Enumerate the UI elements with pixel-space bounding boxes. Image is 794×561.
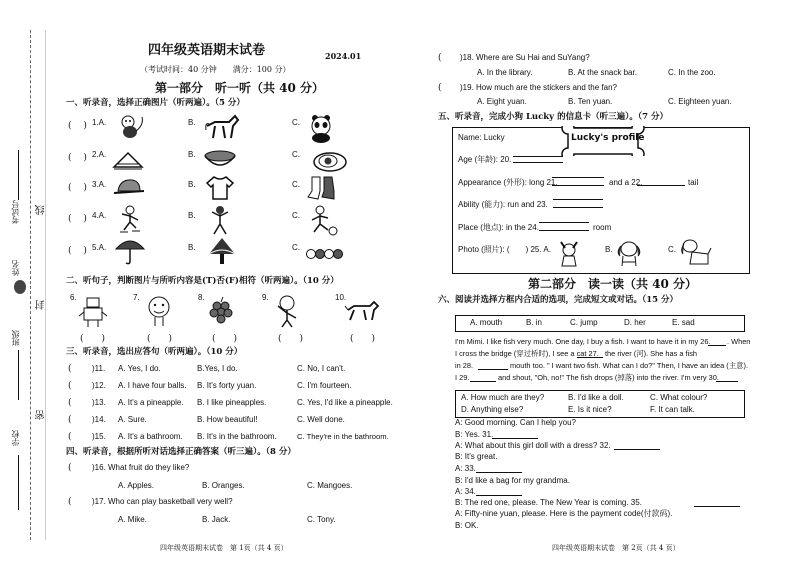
dialog-line: B: Yes. 31. — [455, 430, 494, 439]
blank-24[interactable] — [539, 230, 589, 231]
option-c: C. No, I can't. — [297, 364, 346, 373]
answer-paren[interactable]: ( ) — [80, 334, 106, 344]
profile-room: room — [593, 223, 612, 232]
boy-face-icon — [145, 295, 173, 327]
option-b: B. — [188, 180, 196, 189]
option-b: B. Oranges. — [202, 481, 245, 490]
q-num: )11. — [92, 364, 106, 373]
q-num: )13. — [92, 398, 106, 407]
tree-icon — [205, 236, 239, 266]
option-c: C. — [292, 150, 300, 159]
answer-paren[interactable]: ( — [438, 83, 442, 93]
passage-line: I cross the bridge (穿过桥时), I see a cat 27. — [455, 349, 599, 358]
profile-name: Name: Lucky — [458, 133, 505, 142]
section3-heading: 三、听录音，选出应答句（听两遍）。（10 分） — [66, 347, 243, 357]
word-option: C. jump — [570, 318, 598, 327]
class-field[interactable] — [18, 350, 19, 400]
answer-paren[interactable]: ( — [438, 53, 442, 63]
dialog-option: F. It can talk. — [650, 405, 695, 414]
answer-paren[interactable]: ( — [68, 364, 72, 374]
blank-21-line2[interactable] — [552, 177, 604, 178]
passage-line: I 29. — [455, 373, 470, 382]
climbing-boy-icon — [206, 204, 236, 236]
q-num: 10. — [335, 293, 347, 302]
photo-option-c: C. — [668, 245, 676, 254]
option-a: A. It's a bathroom. — [118, 432, 183, 441]
option-c: C. I'm fourteen. — [297, 381, 352, 390]
answer-paren[interactable]: ( — [68, 381, 72, 391]
blank-27[interactable] — [577, 357, 603, 358]
horse-icon — [203, 112, 241, 142]
blank-20[interactable] — [513, 162, 563, 163]
question-16: )16. What fruit do they like? — [92, 463, 190, 472]
school-label: 学校 — [11, 430, 20, 446]
chocolates-icon — [304, 242, 344, 264]
dialog-line: B: I'd like a bag for my grandma. — [455, 476, 570, 485]
blank-22[interactable] — [637, 185, 685, 186]
option-b: B. Ten yuan. — [568, 97, 613, 106]
socks-icon — [306, 175, 338, 201]
question-19: )19. How much are the stickers and the fan? — [460, 83, 617, 92]
passage-line: . When — [727, 337, 751, 346]
blank-23-line2[interactable] — [553, 199, 603, 200]
blank-31[interactable] — [492, 438, 538, 439]
word-option: D. her — [624, 318, 646, 327]
dialog-option: D. Anything else? — [461, 405, 524, 414]
seal-char: 密 — [36, 410, 47, 420]
answer-paren[interactable]: ( ) — [68, 153, 87, 163]
q-num: )12. — [92, 381, 106, 390]
blank-35[interactable] — [694, 506, 740, 507]
binding-line-inner — [45, 30, 46, 540]
option-b: B. I like pineapples. — [197, 398, 267, 407]
seal-char: 封 — [36, 300, 47, 310]
option-c: C. In the zoo. — [668, 68, 716, 77]
q-num: 7. — [133, 293, 140, 302]
dialog-line: B: OK. — [455, 521, 479, 530]
blank-28[interactable] — [478, 369, 508, 370]
option-b: B. — [188, 243, 196, 252]
answer-paren[interactable]: ( — [68, 415, 72, 425]
option-a: A. Yes, I do. — [118, 364, 161, 373]
profile-age: Age (年龄): 20. — [458, 155, 512, 164]
dialog-option: B. I'd like a doll. — [568, 393, 624, 402]
blank-24-line2[interactable] — [539, 222, 589, 223]
option-a: A. Mike. — [118, 515, 147, 524]
option-c: C. — [292, 211, 300, 220]
option-c: C. — [292, 243, 300, 252]
passage-line: and shout, "Oh, no!" The fish drops (掉落) into the river. I'm very 30. — [498, 373, 719, 382]
passage-line: mouth too. " I want two fish. What can I do?" Then, I have an idea (主意). — [510, 361, 749, 370]
profile-title: Lucky's profile — [571, 133, 645, 143]
blank-23[interactable] — [553, 207, 603, 208]
answer-paren[interactable]: ( — [68, 497, 72, 507]
binding-mark — [14, 280, 26, 294]
q-num: )15. — [92, 432, 106, 441]
umbrella-icon — [114, 237, 146, 267]
q-num: 4.A. — [92, 211, 107, 220]
puppy-sitting-icon — [556, 238, 582, 268]
option-c: C. Tony. — [307, 515, 336, 524]
passage-line: I'm Mimi. I like fish very much. One day, I buy a fish. I want to have it in my 26. — [455, 337, 711, 346]
grapes-icon — [208, 296, 236, 328]
answer-paren[interactable]: ( ) — [147, 334, 173, 344]
exam-info: （考试时间：40 分钟 满分：100 分） — [140, 65, 291, 74]
section1-heading: 一、听录音，选择正确图片（听两遍）。（5 分） — [66, 98, 245, 108]
exam-number-label: 考试号 — [11, 200, 20, 224]
q-num: )14. — [92, 415, 106, 424]
option-a: A. Eight yuan. — [477, 97, 527, 106]
word-option: E. sad — [672, 318, 695, 327]
skating-girl-icon — [114, 204, 146, 234]
option-c: C. Eighteen yuan. — [668, 97, 732, 106]
option-c: C. — [292, 118, 300, 127]
answer-paren[interactable]: ( ) — [68, 121, 87, 131]
sandwich-icon — [112, 149, 146, 171]
option-c: C. Well done. — [297, 415, 345, 424]
answer-paren[interactable]: ( ) — [68, 183, 87, 193]
option-b: B. Jack. — [202, 515, 231, 524]
profile-ability: Ability (能力): run and 23. — [458, 200, 548, 209]
question-17: )17. Who can play basketball very well? — [92, 497, 233, 506]
question-18: )18. Where are Su Hai and SuYang? — [460, 53, 590, 62]
profile-tail: tail — [688, 178, 699, 187]
robot-icon — [78, 296, 108, 328]
dialog-option: E. Is it nice? — [568, 405, 612, 414]
profile-and22: and a 22. — [609, 178, 643, 187]
monkey-icon — [114, 113, 148, 141]
answer-paren[interactable]: ( ) — [68, 214, 87, 224]
option-a: A. Sure. — [118, 415, 147, 424]
blank-29[interactable] — [470, 381, 496, 382]
option-c: C. They're in the bathroom. — [297, 432, 389, 441]
section5-heading: 五、听录音，完成小狗 Lucky 的信息卡（听三遍）。（7 分） — [438, 112, 668, 122]
name-label: 姓名 — [11, 260, 20, 276]
blank-30[interactable] — [716, 381, 738, 382]
seal-char: 线 — [36, 205, 47, 215]
class-label: 班级 — [11, 330, 20, 346]
dialog-line: A: What about this girl doll with a dress? 32. — [455, 441, 611, 450]
blank-21[interactable] — [552, 185, 604, 186]
option-c: C. Yes, I'd like a pineapple. — [297, 398, 393, 407]
q-num: 5.A. — [92, 243, 107, 252]
school-field[interactable] — [18, 455, 19, 510]
section2-heading: 二、听句子，判断图片与所听内容是(T)否(F)相符（听两遍）。（10 分） — [66, 276, 339, 286]
blank-26[interactable] — [708, 345, 726, 346]
word-option: B. in — [526, 318, 543, 327]
answer-paren[interactable]: ( — [68, 398, 72, 408]
answer-paren[interactable]: ( ) — [350, 334, 376, 344]
option-a: A. It's a pineapple. — [118, 398, 184, 407]
option-c: C. Mangoes. — [307, 481, 353, 490]
answer-paren[interactable]: ( — [68, 432, 72, 442]
passage-line: the river (河). She has a fish — [605, 349, 698, 358]
answer-paren[interactable]: ( ) — [212, 334, 238, 344]
part1-title: 第一部分 听一听（共 40 分） — [155, 81, 325, 95]
dialog-line: B: It's great. — [455, 452, 498, 461]
option-b: B.Yes, I do. — [197, 364, 238, 373]
footer-right: 四年级英语期末试卷 第 2页（共 4 页） — [552, 544, 680, 552]
option-a: A. In the library. — [477, 68, 533, 77]
blank-34[interactable] — [476, 495, 522, 496]
exam-date: 2024.01 — [325, 51, 362, 61]
answer-paren[interactable]: ( ) — [278, 334, 304, 344]
egg-icon — [312, 148, 348, 174]
blank-33[interactable] — [476, 472, 522, 473]
option-a: A. I have four balls. — [118, 381, 187, 390]
dialog-line: A: Good morning. Can I help you? — [455, 418, 576, 427]
option-b: B. It's in the bathroom. — [197, 432, 277, 441]
tshirt-icon — [205, 175, 235, 201]
boy-waving-icon — [272, 294, 302, 328]
passage-line: in 28. — [455, 361, 474, 370]
option-b: B. — [188, 150, 196, 159]
cap-icon — [112, 177, 146, 199]
football-boy-icon — [306, 204, 338, 236]
puppy-long-ear-icon — [678, 236, 712, 268]
q-num: 6. — [70, 293, 77, 302]
noodles-icon — [202, 148, 238, 172]
section6-heading: 六、阅读并选择方框内合适的选项，完成短文或对话。（15 分） — [438, 295, 679, 305]
option-b: B. — [188, 211, 196, 220]
dialog-line: B: The red one, please. The New Year is coming. 35. — [455, 498, 642, 507]
photo-option-b: B. — [605, 245, 613, 254]
option-c: C. — [292, 180, 300, 189]
exam-number-field[interactable] — [18, 150, 19, 200]
panda-icon — [305, 113, 337, 143]
option-a: A. Apples. — [118, 481, 155, 490]
footer-left: 四年级英语期末试卷 第 1页（共 4 页） — [160, 544, 288, 552]
option-b: B. — [188, 118, 196, 127]
dog-running-icon — [344, 296, 382, 324]
q-num: 3.A. — [92, 180, 107, 189]
section4-heading: 四、听录音，根据所听对话选择正确答案（听三遍）。（8 分） — [66, 447, 296, 457]
profile-appearance: Appearance (外形): long 21. — [458, 178, 558, 187]
option-b: B. How beautiful! — [197, 415, 258, 424]
q-num: 8. — [198, 293, 205, 302]
option-b: B. It's forty yuan. — [197, 381, 257, 390]
dialog-option: A. How much are they? — [461, 393, 545, 402]
dialog-line: A: 34. — [455, 487, 476, 496]
dialog-line: A: Fifty-nine yuan, please. Here is the payment code(付款码). — [455, 509, 673, 518]
q-num: 1.A. — [92, 118, 107, 127]
q-num: 2.A. — [92, 150, 107, 159]
profile-place: Place (地点): in the 24. — [458, 223, 539, 232]
option-b: B. At the snack bar. — [568, 68, 637, 77]
blank-32[interactable] — [614, 449, 660, 450]
exam-title: 四年级英语期末试卷 — [148, 43, 266, 58]
dialog-line: A: 33. — [455, 464, 476, 473]
answer-paren[interactable]: ( ) — [68, 246, 87, 256]
blank-20-line2[interactable] — [513, 156, 563, 157]
puppy-floppy-ear-icon — [614, 238, 644, 268]
binding-line — [30, 30, 31, 540]
profile-photo: Photo (照片): ( ) 25. A. — [458, 245, 551, 254]
q-num: 9. — [262, 293, 269, 302]
answer-paren[interactable]: ( — [68, 463, 72, 473]
word-option: A. mouth — [470, 318, 503, 327]
dialog-option: C. What colour? — [650, 393, 708, 402]
part2-title: 第二部分 读一读（共 40 分） — [528, 277, 698, 291]
